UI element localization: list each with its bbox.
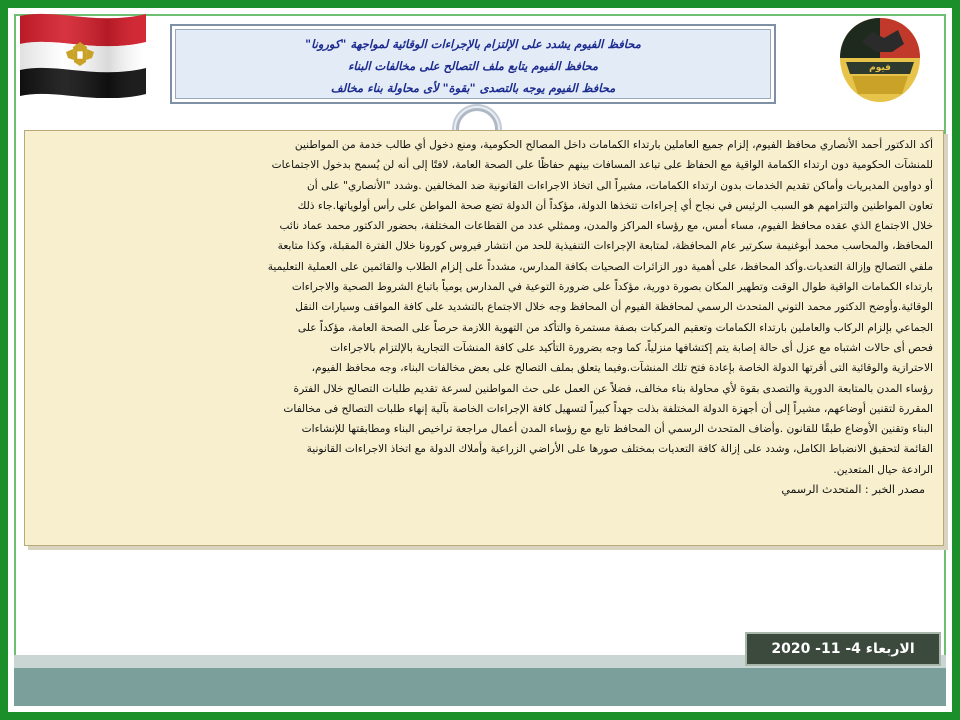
article-line: الوقائية.وأوضح الدكتور محمد التوني المتحدث الرسمي لمحافظة الفيوم أن المحافظ وجه خلال الاجتماع بالتشديد على كافة المواقف وسيارات النقل — [295, 301, 933, 314]
article-line: بارتداء الكمامات الواقية طوال الوقت وتطهير المكان بصورة دورية، مؤكداً على ضرورة التوعية في المدارس يومياً باتباع الشروط الصحية والاجراءات — [291, 281, 933, 294]
article-line: المقررة لتقنين أوضاعهم، مشيراً إلى أن أجهزة الدولة المختلفة بذلت جهداً كبيراً لتسهيل كافة الإجراءات الخاصة بآلية إنهاء طلبات التصالح فى مخالفات — [283, 402, 933, 415]
bottom-band — [14, 668, 946, 706]
article-source: مصدر الخبر : المتحدث الرسمي — [781, 483, 925, 497]
article-line: المحافظ، والمحاسب محمد أبوغنيمة سكرتير عام المحافظة، لمتابعة الإجراءات التنفيذية للحد من انتشار فيروس كورونا خلال الفترة المقبلة، وكذا متابعة — [277, 240, 933, 253]
svg-text:فيوم: فيوم — [869, 63, 891, 73]
date-badge: الاربعاء 4- 11- 2020 — [745, 632, 941, 666]
article-body — [24, 130, 944, 546]
egypt-flag-icon — [16, 8, 150, 98]
article-line: أو دواوين المديريات وأماكن تقديم الخدمات بدون ارتداء الكمامات، مشيراً الى اتخاذ الاجراءات القانونية ضد المخالفين .وشدد "الأنصاري" على أن — [307, 179, 933, 192]
headline-2: محافظ الفيوم يتابع ملف التصالح على مخالفات البناء — [347, 59, 599, 73]
article-line: ملفي التصالح وإزالة التعديات.وأكد المحافظ، على أهمية دور الزائرات الصحيات بكافة المدارس، مشدداً على إلزام الطلاب والقائمين على العملية التعليمية — [267, 260, 933, 273]
article-line: فحص أى حالات اشتباه مع عزل أى حالة إصابة يتم إكتشافها منزلياً، كما وجه بضرورة التأكيد على كافة المنشآت التجارية بالإلتزام بالاجراءات — [330, 341, 933, 354]
article-line: أكد الدكتور أحمد الأنصاري محافظ الفيوم، إلزام جميع العاملين بارتداء الكمامات داخل المصالح الحكومية، ومنع دخول أي طالب خدمة من المواطنين — [294, 139, 933, 151]
article-line: الجماعي بإلزام الركاب والعاملين بارتداء الكمامات وتعقيم المركبات بصفة مستمرة والتأكد من التهوية اللازمة حرصاً على الصحة العامة، مؤكداً على — [297, 321, 933, 334]
headline-3: محافظ الفيوم يوجه بالتصدى "بقوة" لأى محاولة بناء مخالف — [330, 81, 616, 95]
headlines-box — [170, 24, 776, 104]
article-line: الاحترازية والوقائية التى أقرتها الدولة الخاصة بإعادة فتح تلك المنشآت.وفيما يتعلق بملف التصالح على بعض مخالفات البناء، وجه محافظ الفيوم، — [311, 362, 933, 375]
headline-1: محافظ الفيوم يشدد على الإلتزام بالإجراءات الوقائية لمواجهة "كورونا" — [305, 37, 641, 51]
article-line: للمنشآت الحكومية دون ارتداء الكمامة الواقية مع الحفاظ على تباعد المسافات بينهم حفاظًا على الصحة العامة، لافتًا إلى أنه لن يُسمح بدخول الاجتماعات — [271, 159, 933, 172]
fayoum-emblem-icon — [832, 12, 928, 108]
article-line: رؤساء المدن بالمتابعة الدورية والتصدى بقوة لأي محاولة بناء مخالف، فضلاً عن العمل على حث المواطنين لسرعة تقديم طلبات التصالح خلال الفترة — [293, 382, 933, 395]
article-line: الرادعة حيال المتعدين. — [833, 463, 933, 476]
article-line: القائمة لتحقيق الانضباط الكامل، وشدد على إزالة كافة التعديات بمختلف صورها على الأراضي الزراعية وأملاك الدولة مع اتخاذ الاجراءات القانونية — [306, 443, 933, 456]
article-line: خلال الاجتماع الذي عقده محافظ الفيوم، مساء أمس، مع رؤساء المراكز والمدن، وممثلي عدد من القطاعات المختلفة، بحضور الدكتور محمد عماد نائب — [279, 220, 933, 233]
article-line: البناء وتقنين الأوضاع طبقًا للقانون .وأضاف المتحدث الرسمي أن المحافظ تابع مع رؤساء المدن أعمال مراجعة تراخيص البناء ومطابقتها للإنشاءات — [301, 423, 933, 436]
article-line: تعاون المواطنين والتزامهم هو السبب الرئيس في نجاح أي إجراءات تتخذها الدولة، مؤكداً أن الدولة تضع صحة المواطن على رأس أولوياتها.جاء ذلك — [297, 199, 933, 212]
